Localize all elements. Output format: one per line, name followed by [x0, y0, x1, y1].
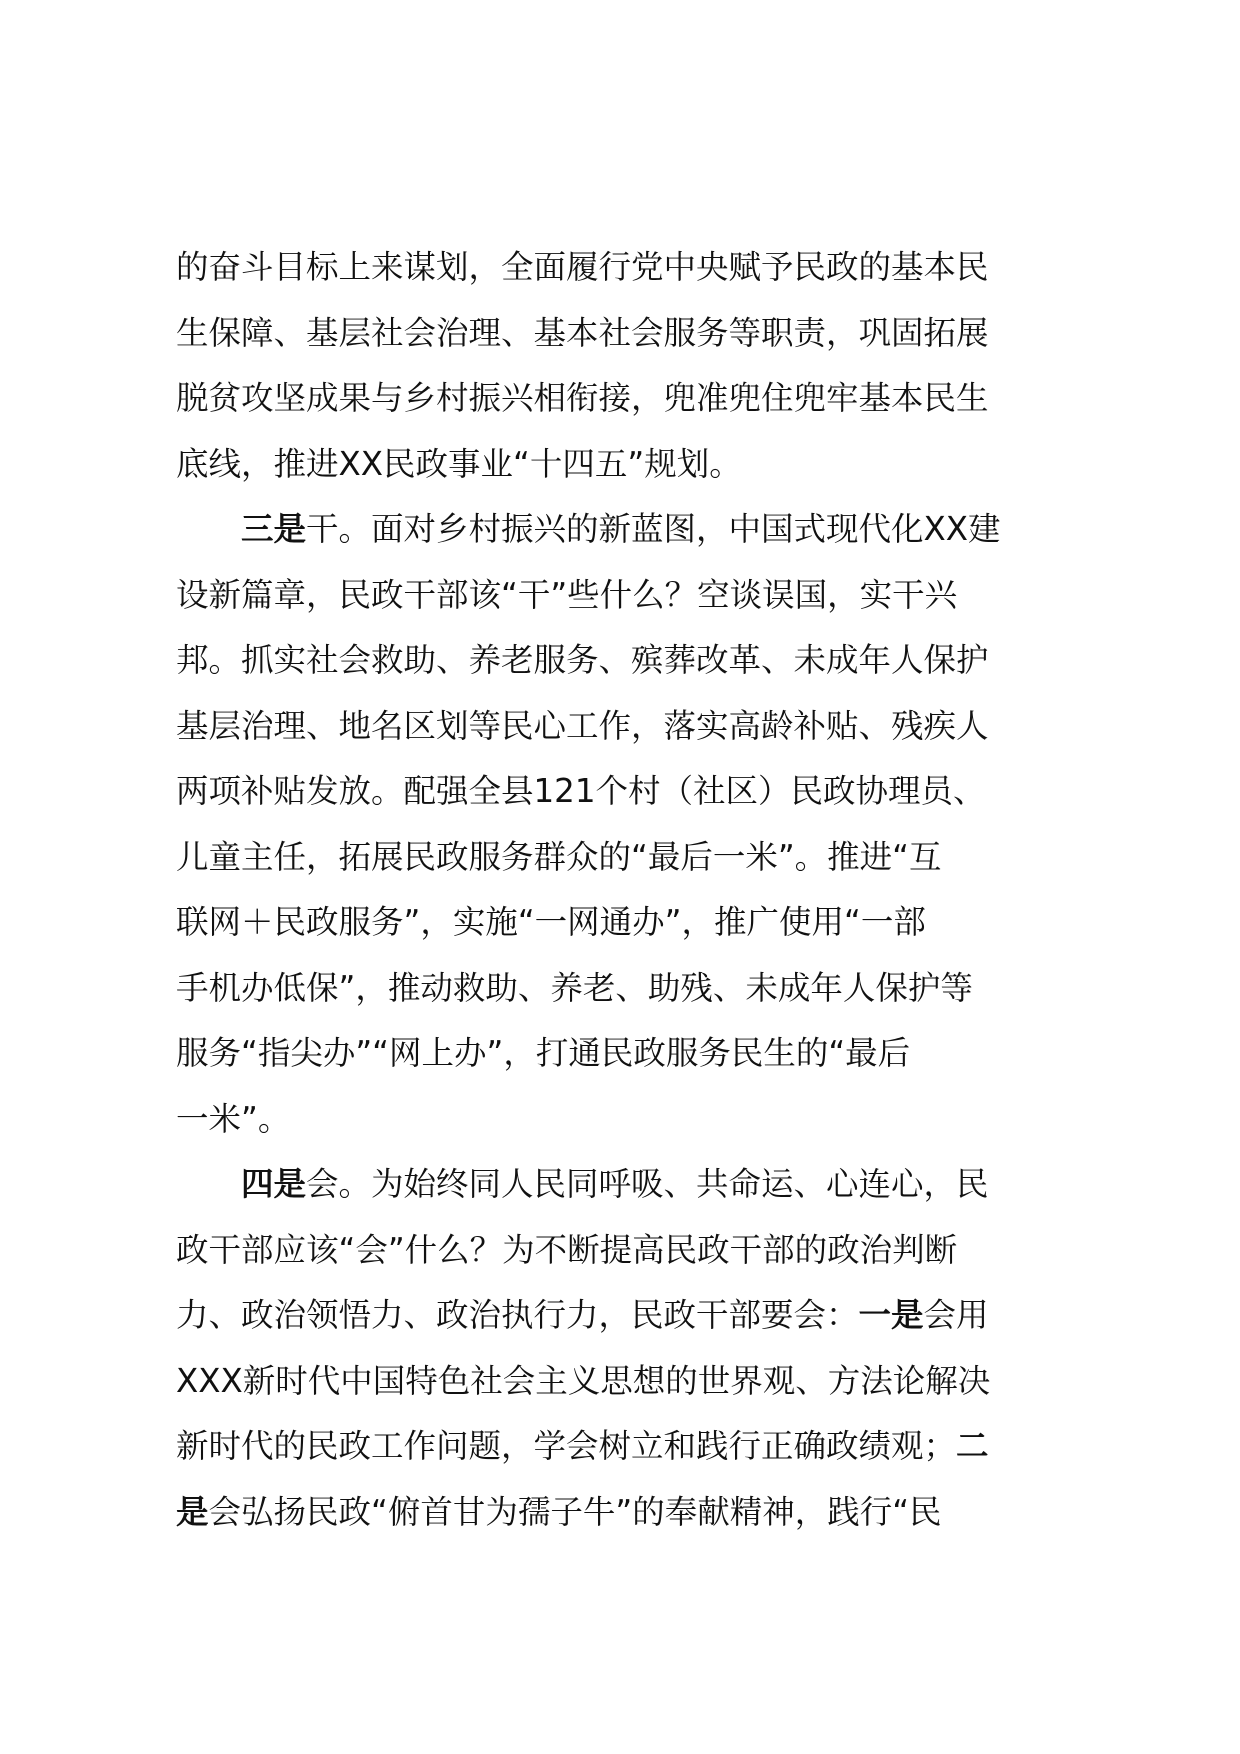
text-line: 邦。抓实社会救助、养老服务、殡葬改革、未成年人保护	[176, 641, 989, 679]
text-line	[176, 1283, 1096, 1349]
sub-point-lead-bold: 二	[956, 1427, 989, 1465]
text-line	[176, 1152, 1096, 1218]
text-segment: 会弘扬民政“俯首甘为孺子牛”的奉献精神，践行“民	[208, 1492, 942, 1531]
text-line: 基层治理、地名区划等民心工作，落实高龄补贴、残疾人	[176, 706, 989, 745]
text-segment: 力、政治领悟力、政治执行力，民政干部要会：	[176, 1296, 859, 1334]
paragraph-third-point	[176, 497, 1096, 1152]
text-line: 设新篇章，民政干部该“干”些什么？空谈误国，实干兴	[176, 575, 958, 614]
text-line: 手机办低保”，推动救助、养老、助残、未成年人保护等	[176, 968, 973, 1007]
text-line	[176, 1414, 1096, 1480]
sub-point-lead-bold: 一是	[858, 1296, 924, 1334]
text-segment: 新时代的民政工作问题，学会树立和践行正确政绩观；	[176, 1427, 957, 1465]
text-line	[176, 497, 1096, 563]
point-lead-bold: 三是	[241, 510, 307, 548]
text-segment: 会用	[923, 1296, 989, 1334]
point-lead-bold: 四是	[241, 1165, 307, 1203]
text-line: 联网＋民政服务”，实施“一网通办”，推广使用“一部	[176, 903, 926, 941]
text-line: 服务“指尖办”“网上办”，打通民政服务民生的“最后	[176, 1034, 911, 1072]
text-line: 两项补贴发放。配强全县121个村（社区）民政协理员、	[176, 772, 986, 810]
text-line: 生保障、基层社会治理、基本社会服务等职责，巩固拓展	[176, 313, 989, 352]
paragraph-fourth-point	[176, 1152, 1096, 1545]
sub-point-lead-bold: 是	[176, 1492, 209, 1531]
text-line: 一米”。	[176, 1099, 291, 1138]
text-line: 脱贫攻坚成果与乡村振兴相衔接，兜准兜住兜牢基本民生	[176, 379, 989, 417]
document-body	[176, 235, 1096, 1545]
text-segment: 会。为始终同人民同呼吸、共命运、心连心，民	[306, 1165, 989, 1203]
text-line	[176, 1480, 1096, 1546]
text-line: 底线，推进XX民政事业“十四五”规划。	[176, 444, 742, 483]
text-line: XXX新时代中国特色社会主义思想的世界观、方法论解决	[176, 1361, 991, 1400]
text-line: 的奋斗目标上来谋划，全面履行党中央赋予民政的基本民	[176, 248, 989, 286]
text-line: 儿童主任，拓展民政服务群众的“最后一米”。推进“互	[176, 837, 942, 876]
text-segment: 干。面对乡村振兴的新蓝图，中国式现代化XX建	[306, 510, 1001, 548]
text-line: 政干部应该“会”什么？为不断提高民政干部的政治判断	[176, 1230, 958, 1269]
paragraph-continuation	[176, 235, 1096, 497]
